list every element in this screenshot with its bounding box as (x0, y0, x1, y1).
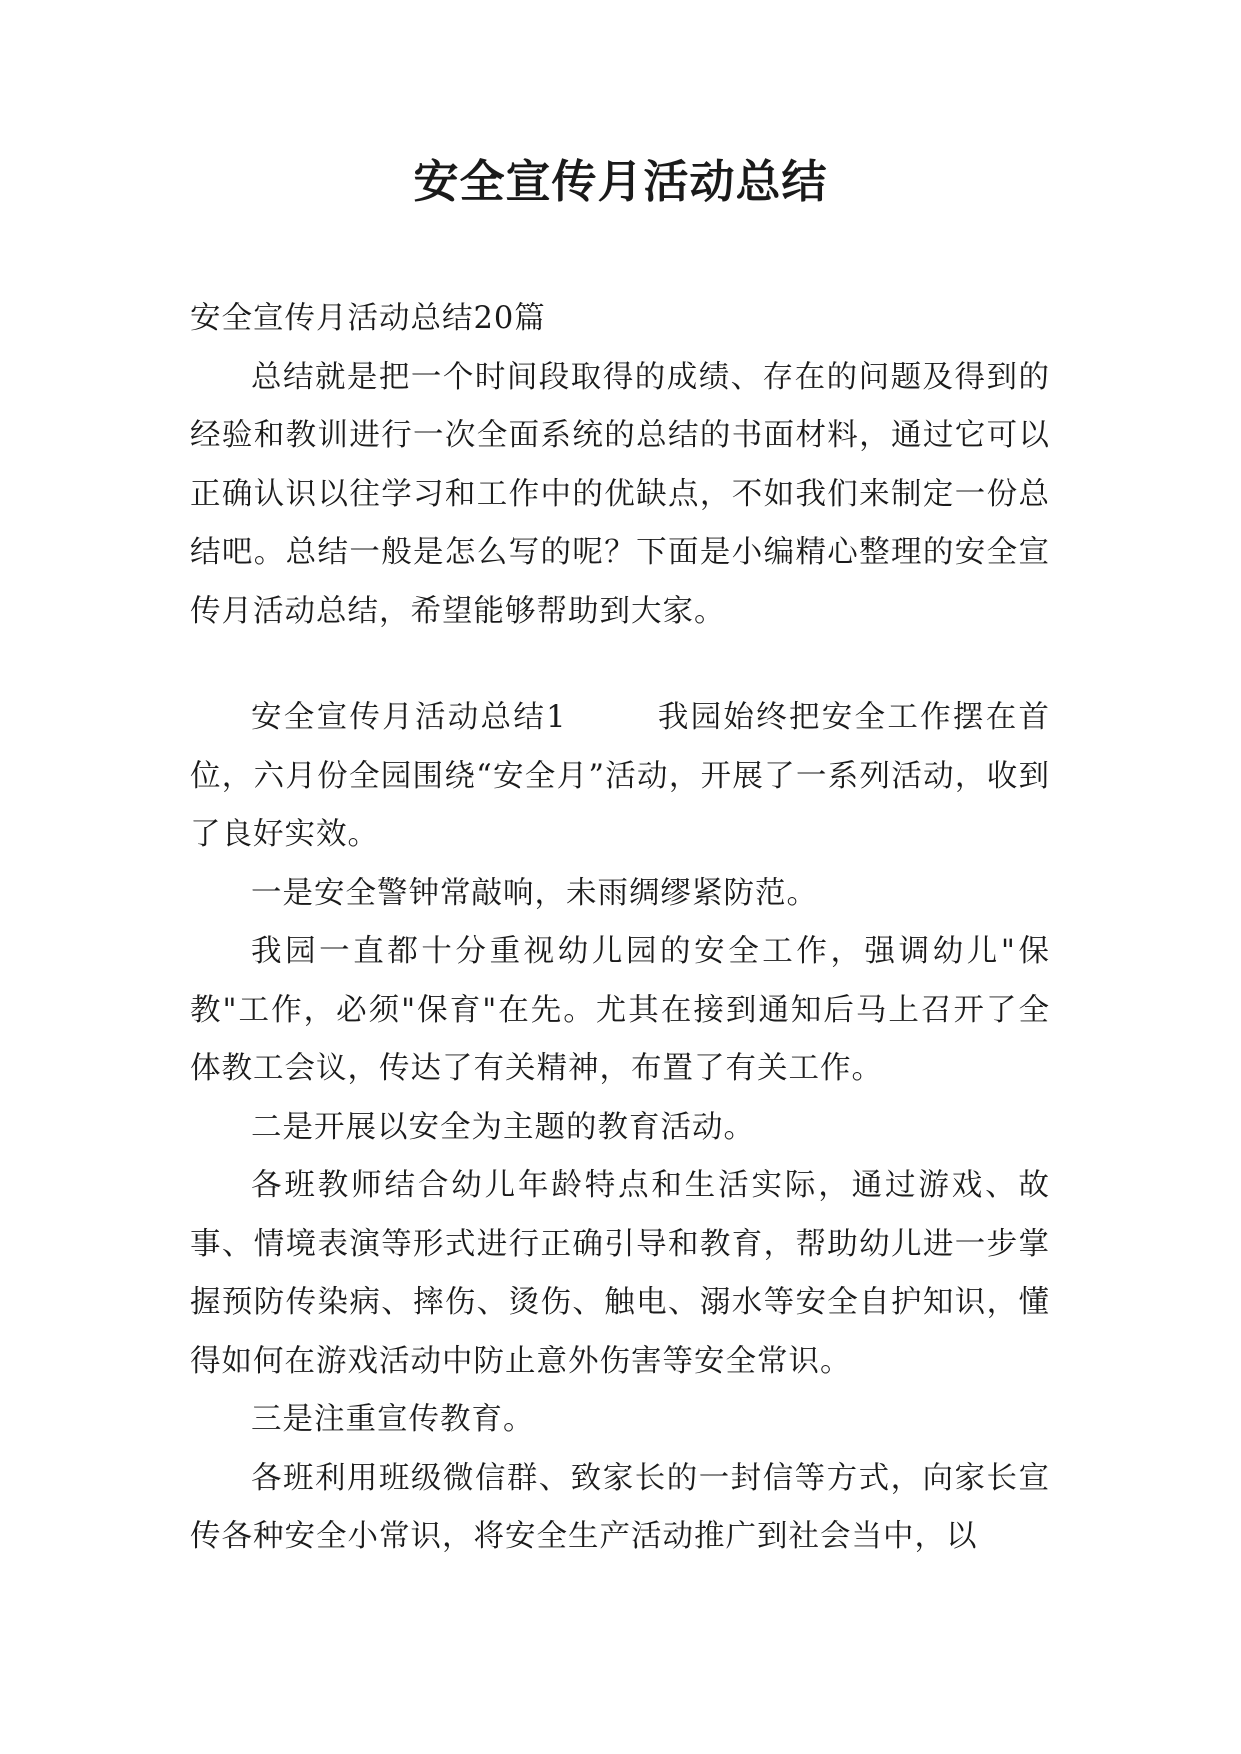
point-1-heading: 一是安全警钟常敲响，未雨绸缪紧防范。 (251, 875, 818, 911)
point-3-paragraph: 各班利用班级微信群、致家长的一封信等方式，向家长宣传各种安全小常识，将安全生产活动推广到社会当中，以 (190, 1460, 1050, 1554)
point-2-heading: 二是开展以安全为主题的教育活动。 (251, 1109, 755, 1145)
document-subtitle: 安全宣传月活动总结20篇 (190, 301, 546, 336)
point-3-heading: 三是注重宣传教育。 (251, 1402, 535, 1437)
document-title: 安全宣传月活动总结 (413, 155, 828, 208)
point-1-paragraph: 我园一直都十分重视幼儿园的安全工作，强调幼儿"保教"工作，必须"保育"在先。尤其在接到通知后马上召开了全体教工会议，传达了有关精神，布置了有关工作。 (190, 934, 1050, 1086)
intro-paragraph: 总结就是把一个时间段取得的成绩、存在的问题及得到的经验和教训进行一次全面系统的总结的书面材料，通过它可以正确认识以往学习和工作中的优缺点，不如我们来制定一份总结吧。总结一般是怎么写的呢？下面是小编精心整理的安全宣传月活动总结，希望能够帮助到大家。 (190, 359, 1050, 629)
section-1-paragraph (190, 689, 1050, 865)
document-body (190, 290, 1050, 1567)
point-2-paragraph: 各班教师结合幼儿年龄特点和生活实际，通过游戏、故事、情境表演等形式进行正确引导和教育，帮助幼儿进一步掌握预防传染病、摔伤、烫伤、触电、溺水等安全自护知识，懂得如何在游戏活动中防止意外伤害等安全常识。 (190, 1168, 1050, 1379)
section-1-heading: 安全宣传月活动总结1 (251, 700, 567, 735)
section-1-lead: 我园始终把安全工作摆在首位，六月份全园围绕“安全月”活动，开展了一系列活动，收到了良好实效。 (190, 700, 1051, 852)
